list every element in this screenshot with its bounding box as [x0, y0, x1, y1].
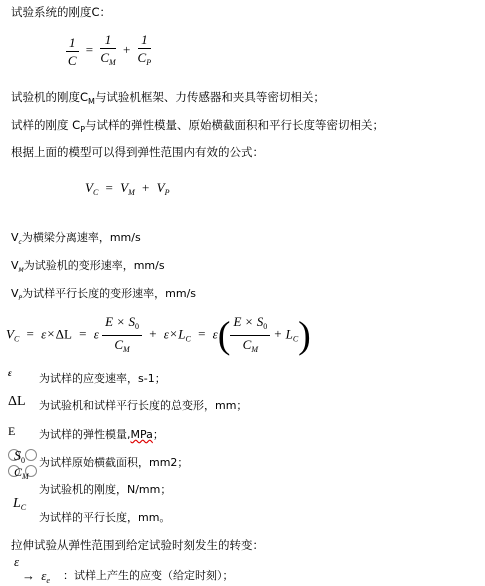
- elastic-modulus-definition: 为试样的弹性模量,MPa；: [39, 428, 164, 441]
- vp-definition: $V_P$为试样平行长度的变形速率，mm/s: [11, 287, 197, 302]
- vc-definition: $V_c$为横梁分离速率，mm/s: [11, 231, 141, 246]
- strain-transition-arrow: → $\varepsilon_e$: [22, 568, 50, 585]
- model-formula-intro: 根据上面的模型可以得到弹性范围内有效的公式：: [11, 145, 264, 159]
- cm-symbol: $C_M$: [14, 465, 29, 481]
- area-definition: 为试样原始横截面积，mm2；: [39, 456, 189, 469]
- handle-circle-icon: [25, 449, 37, 461]
- specimen-stiffness-line: 试样的刚度 $C_P$与试样的弹性模量、原始横截面积和平行长度等密切相关；: [11, 118, 385, 134]
- delta-l-symbol: ΔL: [8, 394, 26, 409]
- e-symbol: E: [8, 424, 16, 438]
- vm-definition: $V_M$为试验机的变形速率，mm/s: [11, 259, 165, 274]
- system-stiffness-heading: 试验系统的刚度C：: [11, 5, 112, 19]
- strain-transition: ε: [14, 554, 20, 569]
- parallel-length-definition: 为试样的平行长度，mm。: [39, 511, 171, 524]
- strain-rate-definition: 为试样的应变速率，s-1；: [39, 372, 166, 385]
- velocity-formula: $V_C = V_M + V_P$: [85, 180, 170, 197]
- stiffness-formula: $\frac{1}{C}$ = $\frac{1}{C_M}$ + $\frac{1}{C_P}$: [67, 32, 152, 68]
- machine-stiffness-line: 试验机的刚度$C_M$与试验机框架、力传感器和夹具等密切相关；: [11, 90, 325, 106]
- machine-stiffness-definition: 为试验机的刚度，N/mm；: [39, 483, 172, 496]
- strain-rate-symbol: ε: [8, 368, 12, 378]
- transition-intro: 拉伸试验从弹性范围到给定试验时刻发生的转变：: [11, 538, 264, 552]
- strain-given-definition: ：试样上产生的应变（给定时刻）；: [63, 569, 234, 582]
- s0-symbol: $S_0$: [14, 449, 25, 465]
- lc-symbol: $L_C$: [13, 496, 27, 512]
- strain-rate-formula: $V_C = \varepsilon\times\Delta L = \varepsilon$ $\frac{E \times S_0}{C_M}$ + $\varepsilon\times L_C = \varepsilon$( $\frac{E \times S_0}{C_M}$ + $L_C$): [6, 314, 311, 357]
- total-deformation-definition: 为试验机和试样平行长度的总变形，mm；: [39, 399, 248, 412]
